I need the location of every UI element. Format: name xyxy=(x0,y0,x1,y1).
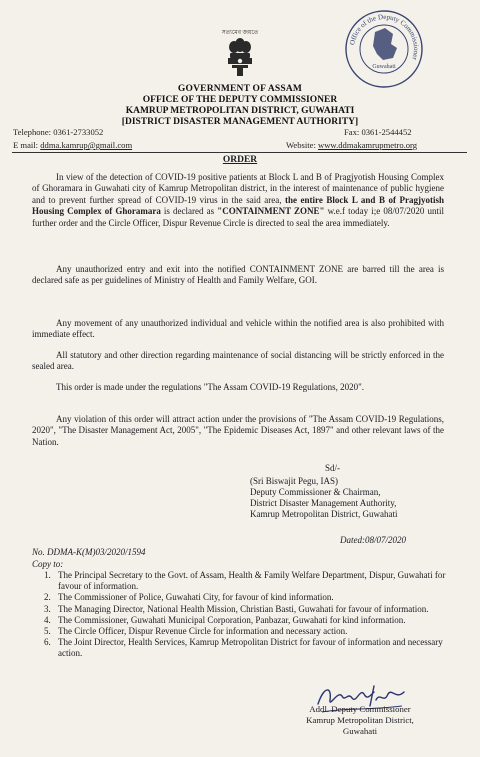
list-item xyxy=(44,604,454,615)
memo-reference-number: No. DDMA-K(M)03/2020/1594 xyxy=(32,547,146,557)
order-paragraph-1 xyxy=(32,172,444,229)
order-paragraph-5: This order is made under the regulations "The Assam COVID-19 Regulations, 2020". xyxy=(56,382,365,392)
p1-text-c: is declared as xyxy=(160,206,218,217)
header-divider xyxy=(12,152,467,153)
list-number: 1. xyxy=(44,570,51,580)
order-paragraph-3: Any movement of any unauthorized individual and vehicle within the notified area is also prohibited with immediate effect. xyxy=(32,318,444,340)
stamp-place: Guwahati xyxy=(372,64,396,70)
stamp-text: Office of the Deputy Commissioner xyxy=(348,12,421,61)
order-title: ORDER xyxy=(222,155,258,165)
website-line xyxy=(286,140,417,150)
email-link[interactable]: ddma.kamrup@gmail.com xyxy=(40,140,133,150)
list-text: The Commissioner of Police, Guwahati City, for favour of kind information. xyxy=(58,592,334,603)
list-number: 2. xyxy=(44,592,51,603)
signature-sd: Sd/- xyxy=(325,463,341,473)
fax-number: 0361-2544452 xyxy=(361,127,412,137)
list-text: The Managing Director, National Health Mission, Christian Basti, Guwahati for favour of information. xyxy=(58,603,429,614)
list-text: The Principal Secretary to the Govt. of Assam, Health & Family Welfare Department, Dispur, Guwahati for favour of information. xyxy=(58,570,446,592)
list-text: The Joint Director, Health Services, Kamrup Metropolitan District for favour of information and necessary action. xyxy=(58,637,443,659)
email-label: E mail: xyxy=(13,140,41,150)
list-number: 5. xyxy=(44,626,51,637)
telephone-number: 0361-2733052 xyxy=(53,127,104,137)
email-line xyxy=(13,140,132,150)
list-number: 6. xyxy=(44,637,51,648)
order-paragraph-2: Any unauthorized entry and exit into the notified CONTAINMENT ZONE are barred till the area is declared safe as per guidelines of Ministry of Health and Family Welfare, GOI. xyxy=(32,264,444,286)
signatory-name: (Sri Biswajit Pegu, IAS) xyxy=(250,476,339,486)
order-paragraph-6: Any violation of this order will attract action under the provisions of "The Assam COVID-19 Regulations, 2020", "The Disaster Management Act, 2005", "The Epidemic Diseases Act, 1897" and other relevant laws of the Nation. xyxy=(32,414,444,447)
header-authority: [DISTRICT DISASTER MANAGEMENT AUTHORITY] xyxy=(121,117,359,127)
addl-dc-district: Kamrup Metropolitan District, xyxy=(306,715,414,725)
telephone-line xyxy=(13,127,103,137)
header-office: OFFICE OF THE DEPUTY COMMISSIONER xyxy=(142,95,338,105)
header-government: GOVERNMENT OF ASSAM xyxy=(177,84,303,94)
list-text: The Circle Officer, Dispur Revenue Circle for information and necessary action. xyxy=(58,626,348,637)
addl-dc-title: Addl. Deputy Commissioner xyxy=(309,704,411,714)
signatory-designation: Deputy Commissioner & Chairman, xyxy=(250,487,381,497)
p1-containment-zone: "CONTAINMENT ZONE" xyxy=(217,206,325,217)
list-item xyxy=(44,637,454,659)
list-item xyxy=(44,592,454,603)
list-number: 3. xyxy=(44,603,51,614)
signatory-district: Kamrup Metropolitan District, Guwahati xyxy=(250,509,398,519)
list-item xyxy=(44,615,454,626)
signatory-authority: District Disaster Management Authority, xyxy=(250,498,397,508)
addl-dc-signature-block xyxy=(300,704,420,737)
p1-text-a: In view of the detection of COVID-19 positive patients at Block L and B of Pragjyotish Housing Complex of Ghoramara in Guwahati city of Kamrup Metropolitan district, in the interest of maintenance of public hygiene and to prevent further spread of COVID-19 virus in the said area, xyxy=(32,172,444,205)
list-text: The Commissioner, Guwahati Municipal Corporation, Panbazar, Guwahati for kind information. xyxy=(58,614,406,625)
website-label: Website: xyxy=(286,140,316,150)
state-emblem-icon xyxy=(224,35,256,79)
office-stamp xyxy=(343,8,425,90)
list-number: 4. xyxy=(44,614,51,625)
order-date: Dated:08/07/2020 xyxy=(340,535,406,545)
order-paragraph-4: All statutory and other direction regarding maintenance of social distancing will be strictly enforced in the sealed area. xyxy=(32,350,444,372)
emblem-motto: সত্যমেব জয়তে xyxy=(221,30,259,36)
header-district: KAMRUP METROPOLITAN DISTRICT, GUWAHATI xyxy=(125,106,355,116)
list-item xyxy=(44,626,454,637)
website-link[interactable]: www.ddmakamrupmetro.org xyxy=(318,140,418,150)
p1-bold-area: the entire Block L and B of Pragjyotish Housing Complex of Ghoramara xyxy=(32,194,444,217)
list-item xyxy=(44,570,454,592)
fax-line xyxy=(344,127,412,137)
p1-text-e: w.e.f today i;e 08/07/2020 until further order and the Circle Officer, Dispur Revenue Circle is directed to seal the area immediately. xyxy=(32,206,444,228)
fax-label: Fax: xyxy=(344,127,362,137)
telephone-label: Telephone: xyxy=(13,127,54,137)
addl-dc-city: Guwahati xyxy=(342,726,378,736)
copy-to-list xyxy=(44,570,454,660)
copy-to-label: Copy to: xyxy=(32,559,64,569)
